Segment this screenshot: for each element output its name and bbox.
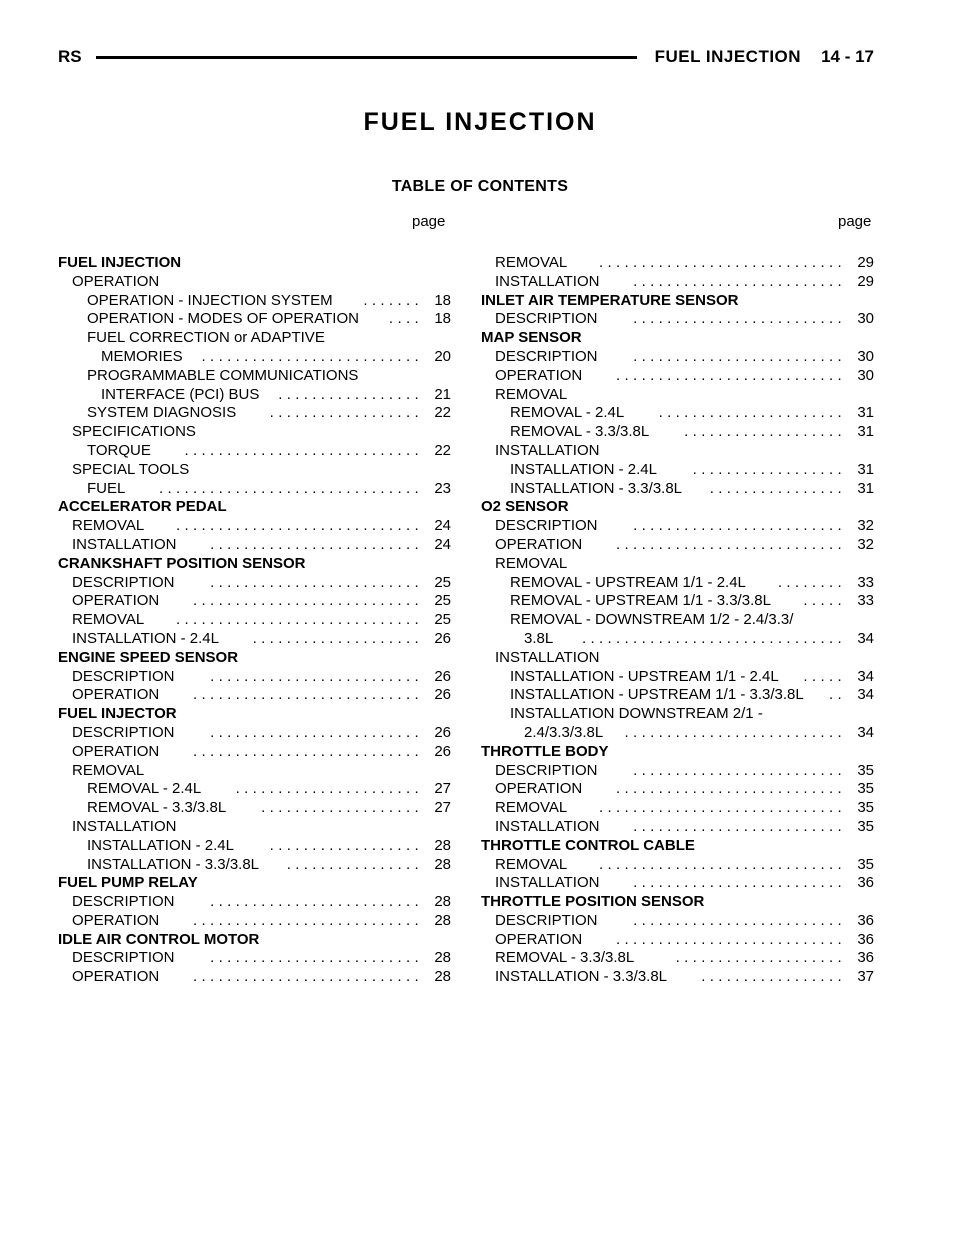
toc-entry-label: REMOVAL - DOWNSTREAM 1/2 - 2.4/3.3/ (510, 611, 794, 629)
toc-entry-label: REMOVAL - UPSTREAM 1/1 - 2.4L (510, 573, 746, 591)
toc-entry[interactable] (58, 893, 451, 912)
toc-page-number: 34 (857, 629, 874, 647)
toc-page-number: 37 (857, 968, 874, 986)
toc-leader-dots: .......................... (624, 723, 846, 741)
header-left-label: RS (58, 47, 82, 66)
toc-entry[interactable] (58, 480, 451, 499)
toc-leader-dots: ............................. (598, 254, 846, 271)
toc-page-number: 36 (857, 911, 874, 929)
toc-entry-label: INSTALLATION - 3.3/3.8L (510, 479, 683, 497)
toc-page-number: 35 (857, 817, 874, 835)
toc-entry[interactable] (481, 386, 874, 405)
toc-leader-dots: ......................... (633, 761, 846, 779)
toc-entry[interactable] (58, 517, 451, 536)
toc-page-number: 32 (857, 535, 874, 553)
toc-page-number: 36 (857, 949, 874, 967)
toc-entry-label: INSTALLATION (495, 874, 600, 892)
toc-entry-label: INSTALLATION - 2.4L (510, 460, 657, 478)
toc-entry-label: INTERFACE (PCI) BUS (101, 385, 260, 403)
toc-entry-label: THROTTLE POSITION SENSOR (481, 893, 705, 911)
toc-leader-dots: ............................... (158, 479, 423, 497)
toc-entry-label: INSTALLATION (495, 648, 600, 666)
toc-page-number: 26 (434, 686, 451, 704)
toc-section-heading[interactable] (58, 705, 451, 724)
toc-column-right (481, 254, 874, 987)
toc-page-number: 35 (857, 799, 874, 817)
toc-leader-dots: ......................... (633, 347, 846, 365)
toc-page-number: 26 (434, 742, 451, 760)
toc-leader-dots: .................... (675, 949, 846, 967)
toc-page-number: 36 (857, 874, 874, 892)
toc-entry[interactable] (58, 574, 451, 593)
toc-entry-label: REMOVAL (495, 254, 568, 271)
toc-entry-label: DESCRIPTION (495, 517, 598, 535)
toc-page-number: 25 (434, 573, 451, 591)
toc-entry[interactable] (481, 912, 874, 931)
toc-entry-label: INSTALLATION - 2.4L (72, 629, 219, 647)
toc-entry-label: OPERATION - INJECTION SYSTEM (87, 291, 333, 309)
toc-entry-label: REMOVAL (72, 517, 145, 535)
toc-entry-label: DESCRIPTION (72, 573, 175, 591)
toc-entry-label: REMOVAL (495, 554, 568, 572)
toc-entry[interactable] (58, 386, 451, 405)
toc-entry[interactable] (481, 536, 874, 555)
toc-page-number: 32 (857, 517, 874, 535)
toc-leader-dots: ......................... (210, 667, 423, 685)
toc-page-number: 29 (857, 272, 874, 290)
toc-title: TABLE OF CONTENTS (391, 178, 569, 195)
toc-entry[interactable] (481, 818, 874, 837)
toc-leader-dots: .... (388, 310, 423, 328)
toc-entry[interactable] (58, 818, 451, 837)
toc-entry[interactable] (58, 856, 451, 875)
toc-entry[interactable] (481, 780, 874, 799)
toc-leader-dots: ......................... (633, 874, 846, 892)
toc-entry-label: DESCRIPTION (72, 667, 175, 685)
toc-leader-dots: ......................... (210, 723, 423, 741)
toc-section-heading[interactable] (58, 555, 451, 574)
toc-entry-label: OPERATION (72, 592, 160, 610)
toc-entry-label: SPECIFICATIONS (72, 423, 196, 441)
toc-leader-dots: ......................... (633, 911, 846, 929)
toc-entry-label: THROTTLE CONTROL CABLE (481, 836, 695, 854)
toc-entry-label: O2 SENSOR (481, 498, 569, 516)
toc-entry-label: FUEL (87, 479, 126, 497)
toc-entry[interactable] (58, 292, 451, 311)
toc-entry[interactable] (481, 874, 874, 893)
toc-entry[interactable] (58, 592, 451, 611)
toc-page-number: 27 (434, 780, 451, 798)
toc-page-number: 35 (857, 761, 874, 779)
toc-entry-label: INSTALLATION - UPSTREAM 1/1 - 3.3/3.8L (510, 686, 804, 704)
toc-page-number: 22 (434, 441, 451, 459)
toc-entry[interactable] (481, 442, 874, 461)
toc-entry-label: 3.8L (524, 629, 554, 647)
header-rule (96, 56, 637, 59)
toc-leader-dots: .. (828, 686, 846, 704)
toc-page-number: 30 (857, 366, 874, 384)
toc-leader-dots: ........................... (193, 911, 423, 929)
toc-leader-dots: .................. (692, 460, 846, 478)
toc-entry[interactable] (481, 555, 874, 574)
toc-entry[interactable] (481, 480, 874, 499)
toc-entry[interactable] (481, 668, 874, 687)
toc-page-number: 34 (857, 686, 874, 704)
toc-page-number: 35 (857, 780, 874, 798)
toc-leader-dots: ............................ (184, 441, 423, 459)
toc-entry-label: REMOVAL (495, 799, 568, 817)
toc-entry[interactable] (481, 592, 874, 611)
toc-leader-dots: .................. (269, 836, 423, 854)
toc-entry[interactable] (58, 536, 451, 555)
toc-entry-label: FUEL CORRECTION or ADAPTIVE (87, 329, 325, 347)
toc-entry[interactable] (481, 705, 874, 724)
toc-entry-label: FUEL INJECTION (58, 254, 182, 271)
toc-entry[interactable] (481, 856, 874, 875)
toc-page-number: 34 (857, 723, 874, 741)
toc-entry[interactable] (58, 404, 451, 423)
toc-leader-dots: ........ (777, 573, 846, 591)
toc-leader-dots: ......................... (210, 573, 423, 591)
header-page-number: 14 - 17 (821, 47, 874, 66)
toc-entry-label: REMOVAL (495, 855, 568, 873)
toc-section-heading[interactable] (481, 893, 874, 912)
toc-entry[interactable] (58, 329, 451, 348)
toc-entry[interactable] (58, 912, 451, 931)
toc-entry-label: OPERATION (495, 930, 583, 948)
toc-entry[interactable] (58, 367, 451, 386)
toc-entry-label: REMOVAL - UPSTREAM 1/1 - 3.3/3.8L (510, 592, 771, 610)
toc-page-number: 26 (434, 723, 451, 741)
toc-entry-label: IDLE AIR CONTROL MOTOR (58, 930, 260, 948)
toc-leader-dots: ............................... (581, 629, 846, 647)
toc-page-number: 20 (434, 347, 451, 365)
toc-page-number: 28 (434, 968, 451, 986)
toc-page-number: 31 (857, 460, 874, 478)
toc-entry[interactable] (481, 686, 874, 705)
toc-entry-label: OPERATION - MODES OF OPERATION (87, 310, 359, 328)
toc-page-number: 26 (434, 629, 451, 647)
toc-entry-label: SPECIAL TOOLS (72, 460, 190, 478)
toc-leader-dots: ......................... (210, 893, 423, 911)
toc-page-number: 28 (434, 893, 451, 911)
toc-leader-dots: ..... (803, 667, 846, 685)
toc-page-number: 33 (857, 592, 874, 610)
toc-page-number: 28 (434, 836, 451, 854)
toc-entry-label: SYSTEM DIAGNOSIS (87, 404, 237, 422)
toc-entry-label: FUEL INJECTOR (58, 705, 177, 723)
toc-entry[interactable] (481, 968, 874, 987)
toc-leader-dots: ....... (363, 291, 423, 309)
toc-page-number: 31 (857, 423, 874, 441)
toc-leader-dots: ........................... (616, 930, 846, 948)
toc-leader-dots: .................... (252, 629, 423, 647)
toc-leader-dots: ........................... (193, 686, 423, 704)
toc-page-number: 21 (434, 385, 451, 403)
toc-entry-label: INSTALLATION (495, 817, 600, 835)
toc-leader-dots: ................ (286, 855, 423, 873)
toc-leader-dots: ...................... (235, 780, 423, 798)
toc-leader-dots: ............................. (598, 799, 846, 817)
toc-entry-label: INSTALLATION - 3.3/3.8L (87, 855, 260, 873)
toc-entry[interactable] (58, 310, 451, 329)
toc-page-number: 33 (857, 573, 874, 591)
toc-page-number: 35 (857, 855, 874, 873)
toc-entry[interactable] (58, 724, 451, 743)
toc-entry-label: THROTTLE BODY (481, 742, 609, 760)
toc-entry-label: INSTALLATION (72, 817, 177, 835)
toc-entry-label: OPERATION (72, 968, 160, 986)
toc-entry[interactable] (481, 404, 874, 423)
toc-leader-dots: ......................... (633, 517, 846, 535)
toc-entry-label: 2.4/3.3/3.8L (524, 723, 604, 741)
toc-leader-dots: ................. (701, 968, 846, 986)
toc-entry-label: PROGRAMMABLE COMMUNICATIONS (87, 366, 359, 384)
toc-entry-label: INSTALLATION (495, 272, 600, 290)
toc-entry-label: ENGINE SPEED SENSOR (58, 648, 239, 666)
toc-leader-dots: ...................... (658, 404, 846, 422)
header-section-title: FUEL INJECTION (654, 47, 802, 66)
toc-section-heading[interactable] (58, 931, 451, 950)
toc-entry-label: MEMORIES (101, 347, 183, 365)
toc-leader-dots: ............................. (598, 855, 846, 873)
toc-page-number: 18 (434, 310, 451, 328)
toc-section-heading[interactable] (58, 498, 451, 517)
toc-leader-dots: ............................. (175, 611, 423, 629)
page-column-label-right: page (838, 213, 872, 230)
toc-leader-dots: ........................... (193, 592, 423, 610)
toc-entry[interactable] (58, 780, 451, 799)
toc-entry-label: TORQUE (87, 441, 151, 459)
toc-section-heading[interactable] (481, 329, 874, 348)
toc-entry-label: REMOVAL - 3.3/3.8L (495, 949, 635, 967)
toc-page-number: 27 (434, 799, 451, 817)
toc-page-number: 31 (857, 404, 874, 422)
toc-section-heading[interactable] (481, 743, 874, 762)
toc-leader-dots: ........................... (193, 968, 423, 986)
toc-entry-label: DESCRIPTION (495, 310, 598, 328)
toc-entry-label: INSTALLATION (495, 441, 600, 459)
toc-page-number: 22 (434, 404, 451, 422)
toc-page-number: 26 (434, 667, 451, 685)
toc-leader-dots: .................. (269, 404, 423, 422)
toc-entry[interactable] (58, 630, 451, 649)
toc-entry[interactable] (58, 949, 451, 968)
toc-entry-label: OPERATION (495, 780, 583, 798)
toc-section-heading[interactable] (58, 874, 451, 893)
toc-page-number: 29 (857, 254, 874, 271)
toc-entry[interactable] (58, 968, 451, 987)
toc-leader-dots: ............................. (175, 517, 423, 535)
toc-section-heading[interactable] (481, 837, 874, 856)
toc-entry[interactable] (481, 254, 874, 273)
toc-entry[interactable] (481, 574, 874, 593)
toc-leader-dots: ..... (803, 592, 846, 610)
toc-entry[interactable] (481, 799, 874, 818)
toc-entry-label: DESCRIPTION (495, 347, 598, 365)
toc-entry-label: FUEL PUMP RELAY (58, 874, 198, 892)
toc-entry-label: DESCRIPTION (495, 761, 598, 779)
toc-entry[interactable] (58, 273, 451, 292)
toc-entry[interactable] (481, 762, 874, 781)
toc-leader-dots: ................. (278, 385, 423, 403)
toc-entry[interactable] (481, 949, 874, 968)
toc-entry[interactable] (58, 348, 451, 367)
toc-page-number: 25 (434, 592, 451, 610)
toc-page-number: 30 (857, 347, 874, 365)
toc-entry[interactable] (481, 461, 874, 480)
toc-entry-label: OPERATION (495, 535, 583, 553)
toc-entry[interactable] (481, 611, 874, 630)
toc-entry[interactable] (481, 423, 874, 442)
toc-entry-label: OPERATION (72, 686, 160, 704)
toc-entry[interactable] (58, 668, 451, 687)
toc-leader-dots: ........................... (616, 535, 846, 553)
toc-entry[interactable] (481, 649, 874, 668)
toc-entry-label: CRANKSHAFT POSITION SENSOR (58, 554, 306, 572)
toc-page-number: 28 (434, 911, 451, 929)
toc-page-number: 28 (434, 949, 451, 967)
toc-entry-label: INSTALLATION - UPSTREAM 1/1 - 2.4L (510, 667, 779, 685)
toc-leader-dots: ........................... (193, 742, 423, 760)
toc-entry[interactable] (58, 743, 451, 762)
toc-leader-dots: ......................... (210, 535, 423, 553)
toc-entry-label: MAP SENSOR (481, 329, 582, 347)
toc-page-number: 28 (434, 855, 451, 873)
toc-entry-label: INSTALLATION - 3.3/3.8L (495, 968, 668, 986)
toc-entry-label: OPERATION (495, 366, 583, 384)
toc-page-number: 24 (434, 517, 451, 535)
toc-entry-label: DESCRIPTION (495, 911, 598, 929)
toc-entry[interactable] (58, 686, 451, 705)
toc-entry-label: ACCELERATOR PEDAL (58, 498, 227, 516)
toc-entry[interactable] (481, 273, 874, 292)
toc-section-heading[interactable] (481, 498, 874, 517)
page-header (58, 44, 874, 70)
toc-entry-label: INLET AIR TEMPERATURE SENSOR (481, 291, 739, 309)
toc-entry-label: OPERATION (72, 272, 160, 290)
toc-section-heading[interactable] (481, 292, 874, 311)
toc-entry[interactable] (481, 724, 874, 743)
toc-entry[interactable] (481, 630, 874, 649)
toc-entry-label: INSTALLATION DOWNSTREAM 2/1 - (510, 705, 763, 723)
toc-leader-dots: .......................... (201, 347, 423, 365)
toc-leader-dots: ......................... (633, 310, 846, 328)
toc-page-number: 25 (434, 611, 451, 629)
toc-entry[interactable] (58, 799, 451, 818)
toc-leader-dots: ................... (261, 799, 423, 817)
toc-entry-label: REMOVAL - 2.4L (87, 780, 202, 798)
toc-entry-label: REMOVAL - 3.3/3.8L (510, 423, 650, 441)
toc-entry-label: REMOVAL - 2.4L (510, 404, 625, 422)
toc-entry-label: REMOVAL (495, 385, 568, 403)
toc-entry[interactable] (58, 837, 451, 856)
toc-page-number: 34 (857, 667, 874, 685)
toc-leader-dots: ........................... (616, 366, 846, 384)
page-column-label-left: page (412, 213, 446, 230)
toc-entry[interactable] (481, 367, 874, 386)
toc-entry-label: REMOVAL (72, 761, 145, 779)
toc-entry[interactable] (481, 931, 874, 950)
toc-leader-dots: ......................... (633, 272, 846, 290)
toc-entry-label: DESCRIPTION (72, 723, 175, 741)
toc-page-number: 18 (434, 291, 451, 309)
toc-page-number: 36 (857, 930, 874, 948)
toc-entry-label: INSTALLATION - 2.4L (87, 836, 234, 854)
toc-entry[interactable] (58, 442, 451, 461)
toc-leader-dots: ........................... (616, 780, 846, 798)
toc-entry-label: DESCRIPTION (72, 949, 175, 967)
toc-page-number: 31 (857, 479, 874, 497)
toc-leader-dots: ......................... (210, 949, 423, 967)
toc-entry[interactable] (481, 310, 874, 329)
toc-entry[interactable] (58, 461, 451, 480)
toc-leader-dots: ......................... (633, 817, 846, 835)
toc-entry-label: INSTALLATION (72, 535, 177, 553)
toc-leader-dots: ................ (709, 479, 846, 497)
toc-entry[interactable] (481, 517, 874, 536)
toc-entry-label: REMOVAL - 3.3/3.8L (87, 799, 227, 817)
toc-section-heading[interactable] (58, 254, 451, 273)
toc-section-heading[interactable] (58, 649, 451, 668)
toc-entry[interactable] (58, 611, 451, 630)
toc-entry-label: DESCRIPTION (72, 893, 175, 911)
toc-page-number: 23 (434, 479, 451, 497)
toc-page-number: 24 (434, 535, 451, 553)
toc-entry[interactable] (481, 348, 874, 367)
toc-entry-label: OPERATION (72, 911, 160, 929)
toc-entry-label: OPERATION (72, 742, 160, 760)
toc-page-number: 30 (857, 310, 874, 328)
toc-entry-label: REMOVAL (72, 611, 145, 629)
document-title: FUEL INJECTION (363, 108, 597, 136)
toc-entry[interactable] (58, 762, 451, 781)
toc-column-left (58, 254, 451, 987)
toc-entry[interactable] (58, 423, 451, 442)
toc-leader-dots: ................... (684, 423, 846, 441)
